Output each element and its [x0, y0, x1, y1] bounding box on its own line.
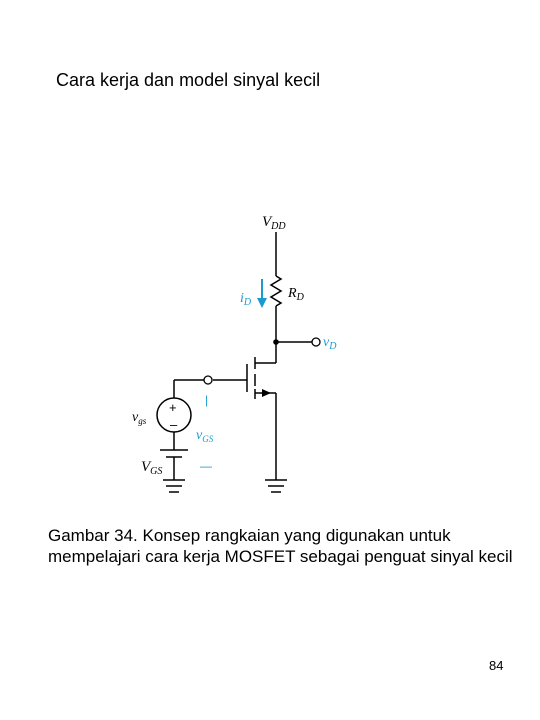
source-plus-sign: +: [169, 400, 177, 415]
rd-resistor: [271, 276, 281, 306]
vgs-minus-mark: —: [200, 459, 212, 473]
source-minus-sign: –: [170, 417, 178, 432]
gate-terminal: [204, 376, 212, 384]
vd-output-terminal: [312, 338, 320, 346]
figure-caption: Gambar 34. Konsep rangkaian yang digunakan untuk mempelajari cara kerja MOSFET sebagai penguat sinyal kecil: [48, 526, 513, 566]
drain-node-dot: [273, 339, 279, 345]
vdd-label: $V_{DD}$: [262, 214, 286, 232]
vgs-small-signal-label: $v_{gs}$: [132, 410, 147, 426]
id-label: $i_D$: [240, 291, 252, 308]
vd-label: $v_D$: [323, 335, 337, 352]
vgs-plus-mark: |: [205, 393, 209, 407]
vgs-total-label: $v_{GS}$: [196, 428, 214, 444]
id-current-arrow-icon: [257, 298, 267, 308]
vgs-dc-label: $V_{GS}$: [141, 459, 163, 477]
page-number: 84: [489, 658, 504, 673]
source-arrow-icon: [262, 389, 271, 397]
rd-label: $R_D$: [288, 286, 304, 303]
slide-title: Cara kerja dan model sinyal kecil: [56, 70, 321, 90]
